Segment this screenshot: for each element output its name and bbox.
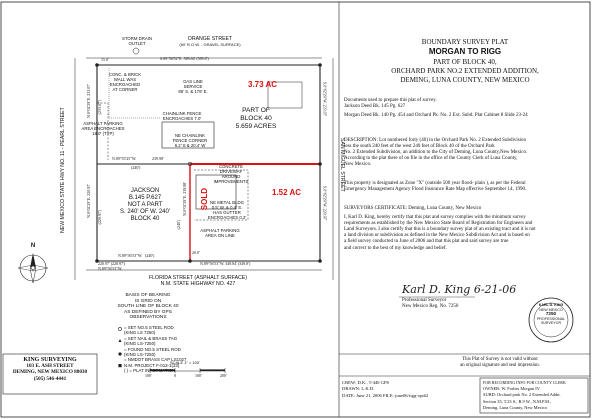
note-line: 0.5' W. & 0.4' S.: [211, 205, 243, 211]
street-name: ORANGE STREET: [187, 36, 233, 42]
scale-tick-0: 100': [145, 373, 152, 378]
bearing-bottom-left-dist: 220.97' (220.97'): [98, 261, 126, 266]
bearing-left-upper-paren: (233.07'): [97, 100, 102, 115]
note-line: AREA ON LINE: [205, 233, 235, 239]
company-address: 103 E. ASH STREET: [26, 363, 74, 370]
desc-line: According to the plat there of on file in the office of the County Clerk of Luna County,: [344, 156, 518, 162]
cert-line: a land division or subdivision as defined in the New Mexico Subdivision Act and is based on: [344, 233, 530, 239]
note-line: NE METAL BLDG: [210, 200, 244, 205]
legend-line: = NMDOT BRASS CAP LS1027: [124, 357, 187, 363]
asphalt-parking-bottom-note: [196, 228, 244, 238]
bearing-left-upper: N.0°02'29"E. 233.07': [86, 84, 91, 119]
seal-line: NEW MEXICO: [539, 307, 563, 312]
concrete-driveway-note: [209, 164, 253, 184]
note-line: 6.2' S & 20.4' W: [174, 143, 206, 149]
valid-line: This Plat of Survey is not valid without: [462, 357, 538, 362]
jackson-parcel-label: [112, 188, 178, 223]
company-phone: (505) 546-4441: [33, 375, 67, 382]
metal-bldg-note: [203, 200, 251, 220]
scale-tick-2: 100': [195, 373, 202, 378]
clerk-line: OWNER: W. Forbes Morgan IV: [483, 386, 540, 392]
bearing-left-lower: N.0°02'29"E. 220.97': [86, 184, 91, 219]
flood-section: [344, 181, 588, 193]
note-line: AREA ENCROACHES: [81, 126, 125, 132]
note-line: AT CORNER: [112, 87, 138, 93]
legend-line: = FOUND NO.5 STEEL ROD: [124, 346, 181, 352]
note-line: ASPHALT PARKING: [200, 228, 240, 233]
note-line: OUTLET: [128, 41, 146, 47]
scale-tick-1: 0: [174, 373, 176, 378]
cert-line: a field survey conducted in June of 2006 and that this plat and said survey are true: [344, 239, 509, 245]
note-line: DRIVEWAY: [219, 169, 243, 175]
san-miguel-street-label: SAN MIGUEL STREET: [339, 138, 345, 192]
bearing-mid-left-dist: 239.98': [152, 156, 164, 161]
note-line: HAS GUTTER: [213, 210, 241, 216]
bearing-top-line: S.89°56'52"E. 589.84' (589.8'): [160, 56, 209, 61]
drawn-line: DRAWN: L.K.D.: [342, 386, 375, 392]
note-line: 18.0' (TYP): [92, 131, 114, 137]
signature: Karl D. King 6-21-06: [402, 283, 517, 296]
desc-line: No. 2 Extended Subdivision, an addition to the City of Deming, Luna County,New Mexico.: [344, 150, 528, 156]
plat-subtitle-2: ORCHARD PARK NO.2 EXTENDED ADDITION,: [391, 67, 539, 75]
valid-line: an original signature and seal impression.: [460, 362, 540, 368]
note-line: NOT A PART: [127, 202, 163, 208]
legend-line: (KING LS-7250): [124, 341, 156, 347]
note-line: BLOCK 40: [240, 114, 272, 122]
seal-line: PROFESSIONAL SURVEYOR: [537, 316, 565, 326]
note-line: GAS LINE: [183, 79, 203, 84]
sold-label: SOLD: [200, 188, 209, 211]
doc-line: Morgan Deed Bk. 140 Pg. 454 and Orchard Pk. No. 2 Ext. Subd. Plat Cabinet 8 Slide 23-24: [344, 113, 528, 119]
doc-line: Jackson Deed Bk. 145 Pg. 627: [344, 104, 406, 110]
chainlink-corner-note: [166, 133, 214, 148]
area-bottom-label: 1.52 AC: [272, 188, 302, 197]
right-header: [341, 38, 589, 85]
basis-line: IS GRID ON: [134, 298, 162, 304]
conc-block-note: [103, 72, 147, 92]
note-line: CONC. & BRICK: [108, 72, 142, 77]
crew-info: [342, 380, 428, 399]
certificate-section: [344, 206, 588, 252]
note-line: 85' S. & 178' E.: [178, 89, 208, 95]
note-line: SERVICE: [183, 84, 203, 90]
gas-line-note: [171, 79, 215, 94]
plat-heading: BOUNDARY SURVEY PLAT: [421, 38, 509, 46]
bearing-mid-left: N.89°55'25"W.: [112, 156, 137, 161]
surveyor-line: New Mexico Reg. No. 7250: [402, 304, 459, 310]
plat-subtitle-3: DEMING, LUNA COUNTY, NEW MEXICO: [400, 76, 530, 84]
note-line: CHAINLINK FENCE: [162, 111, 202, 116]
street-surface: (60' R.O.W. - GRAVEL SURFACE): [179, 42, 241, 47]
seal-line: 7250: [545, 311, 557, 317]
note-line: STORM DRAIN: [121, 36, 152, 41]
clerk-line: Deming, Luna County, New Mexico: [483, 404, 548, 410]
asphalt-parking-top-note: [80, 121, 126, 136]
scale-label: SCALE 1" = 100': [170, 360, 200, 365]
north-label: N: [30, 243, 36, 249]
cert-line: I, Karl D. King, hereby certify that this plat and survey complies with the minimum survey: [344, 215, 526, 221]
note-line: ENCROACHES 7.0': [162, 116, 202, 122]
storm-drain-note: [119, 36, 155, 46]
legend-line: (KING LS-7250): [124, 352, 156, 358]
date-line: DATE: June 21, 2006 FILE: june06/rigg-opt#2: [342, 392, 429, 398]
bearing-right-upper: S.0°02'29"W. 233.07': [322, 82, 328, 117]
cert-line: Land Surveyors. I also certify that this is a boundary survey plat of an existing tract and it is not: [344, 227, 536, 233]
bearing-top-left: 15.0': [101, 57, 109, 62]
note-line: ENCROACHED: [109, 82, 141, 88]
basis-line: AS DEFINED BY GPS: [124, 309, 172, 315]
plat-subtitle-1: PART OF BLOCK 40,: [433, 58, 497, 66]
bearing-mid-240: (240'): [131, 165, 141, 170]
crew-line: CREW: D.K., T-440 GPS: [342, 380, 390, 385]
bearing-corner-20: 20.0': [192, 250, 200, 255]
plat-title: MORGAN TO RIGG: [428, 46, 502, 56]
area-top-label: 3.73 AC: [248, 80, 278, 89]
note-line: CONCRETE: [218, 164, 244, 169]
bearing-left-lower-paren: (220.97'): [97, 210, 102, 225]
flood-line: Emergency Management Agency Flood Insurance Rate Map effective September 14, 1990.: [344, 187, 527, 193]
pearl-street-label: NEW MEXICO STATE HWY NO. 11 - PEARL STREET: [60, 107, 66, 233]
note-line: FENCE CORNER: [172, 138, 208, 144]
note-line: 5.659 ACRES: [235, 122, 277, 130]
clerk-heading: FOR RECORDING INFO FOR COUNTY CLERK: [483, 380, 566, 385]
company-name: KING SURVEYING: [23, 357, 77, 363]
basis-line: OBSERVATIONS: [129, 315, 167, 321]
legend-line: (KING LS 7250): [124, 330, 156, 336]
bearing-bottom-240: (240'): [145, 253, 155, 258]
company-block: [4, 357, 96, 382]
florida-street-label: [138, 275, 258, 287]
doc-line: Documents used to prepare this plat of survey.: [344, 98, 437, 103]
basis-line: BASIS OF BEARING: [125, 293, 171, 298]
note-line: PART OF: [242, 107, 270, 114]
cert-line: requirements as established by the New Mexico State Board of Registration for Engineers and: [344, 221, 533, 227]
street-name: FLORIDA STREET (ASPHALT SURFACE): [148, 275, 247, 281]
orange-street-label: [150, 36, 270, 48]
note-line: NE CHAINLINK: [174, 133, 206, 138]
company-city: DEMING, NEW MEXICO 88030: [12, 369, 88, 376]
clerk-line: SUBD: Orchard park No. 2 Extended Addn.: [483, 392, 561, 398]
seal-line: KARL D. KING: [538, 303, 564, 307]
street-highway: N.M. STATE HIGHWAY NO. 427: [160, 281, 236, 287]
bearing-inner-vert: N.0°02'29"E. 239.98': [182, 182, 187, 217]
cert-line: and correct to the best of my knowledge and belief.: [344, 245, 447, 251]
bearing-bottom-left: N.89°56'53"W.: [118, 253, 143, 258]
surveyor-line: Professional Surveyor: [402, 298, 447, 303]
basis-of-bearing: [108, 293, 188, 321]
basis-line: SOUTH LINE OF BLOCK 40: [117, 304, 179, 310]
bearing-inner-240: (240'): [176, 220, 181, 230]
bearing-right-lower: S.0°02'29"W. 220.97': [322, 186, 328, 221]
legend: [124, 325, 186, 374]
county-clerk-block: [483, 380, 587, 411]
note-line: B.145 P.627: [128, 195, 162, 201]
note-line: WALL WAS: [113, 77, 137, 83]
clerk-line: Section 35, T.23 S., R.9 W., N.M.P.M.,: [483, 398, 552, 404]
bearing-bottom-left-sub: N.89°56'53"W.: [98, 266, 123, 271]
note-line: JACKSON: [130, 188, 160, 194]
part-of-block-label: [226, 107, 286, 130]
legend-line: ( ) = PLAT INFORMATION: [124, 368, 176, 374]
legend-line: = SET NAIL & BRASS TAG: [124, 335, 178, 341]
legend-line: = SET NO.5 STEEL ROD: [124, 325, 174, 330]
note-line: AROUND: [221, 174, 241, 180]
cert-heading: SURVEYORS CERTIFICATE: Deming, Luna County, New Mexico: [344, 206, 482, 211]
documents-section: [344, 98, 588, 119]
legend-line: N.M. PROJECT F-013-1(23): [124, 362, 180, 368]
chainlink-fence-note: [156, 111, 208, 121]
seal-valid-note: [420, 357, 580, 369]
scale-tick-3: 200': [220, 373, 227, 378]
note-line: BLOCK 40: [130, 216, 160, 222]
note-line: S. 240' OF W. 240': [120, 209, 170, 215]
note-line: ENCROACHES 0.2': [207, 215, 247, 221]
bearing-bottom-right: N.89°56'53"W. 349.84' (349.8'): [200, 261, 251, 266]
note-line: IMPROVEMENTS: [213, 179, 249, 185]
note-line: ASPHALT PARKING: [83, 121, 123, 126]
surveyor-block: [402, 298, 458, 310]
desc-line: New Mexico.: [344, 162, 372, 168]
desc-line: DESCRIPTION: Lot numbered forty (40) in the Orchard Park No. 2 Extended Subdivision: [344, 138, 527, 143]
surveyor-seal: [529, 303, 573, 326]
flood-line: This property is designated as Zone "X" (outside 500 year flood- plain ), as per the Federal: [344, 181, 526, 186]
description-section: [344, 138, 588, 168]
desc-line: less the south 240 feet of the west 240 feet of Block 40 of the Orchard Park: [344, 144, 495, 150]
